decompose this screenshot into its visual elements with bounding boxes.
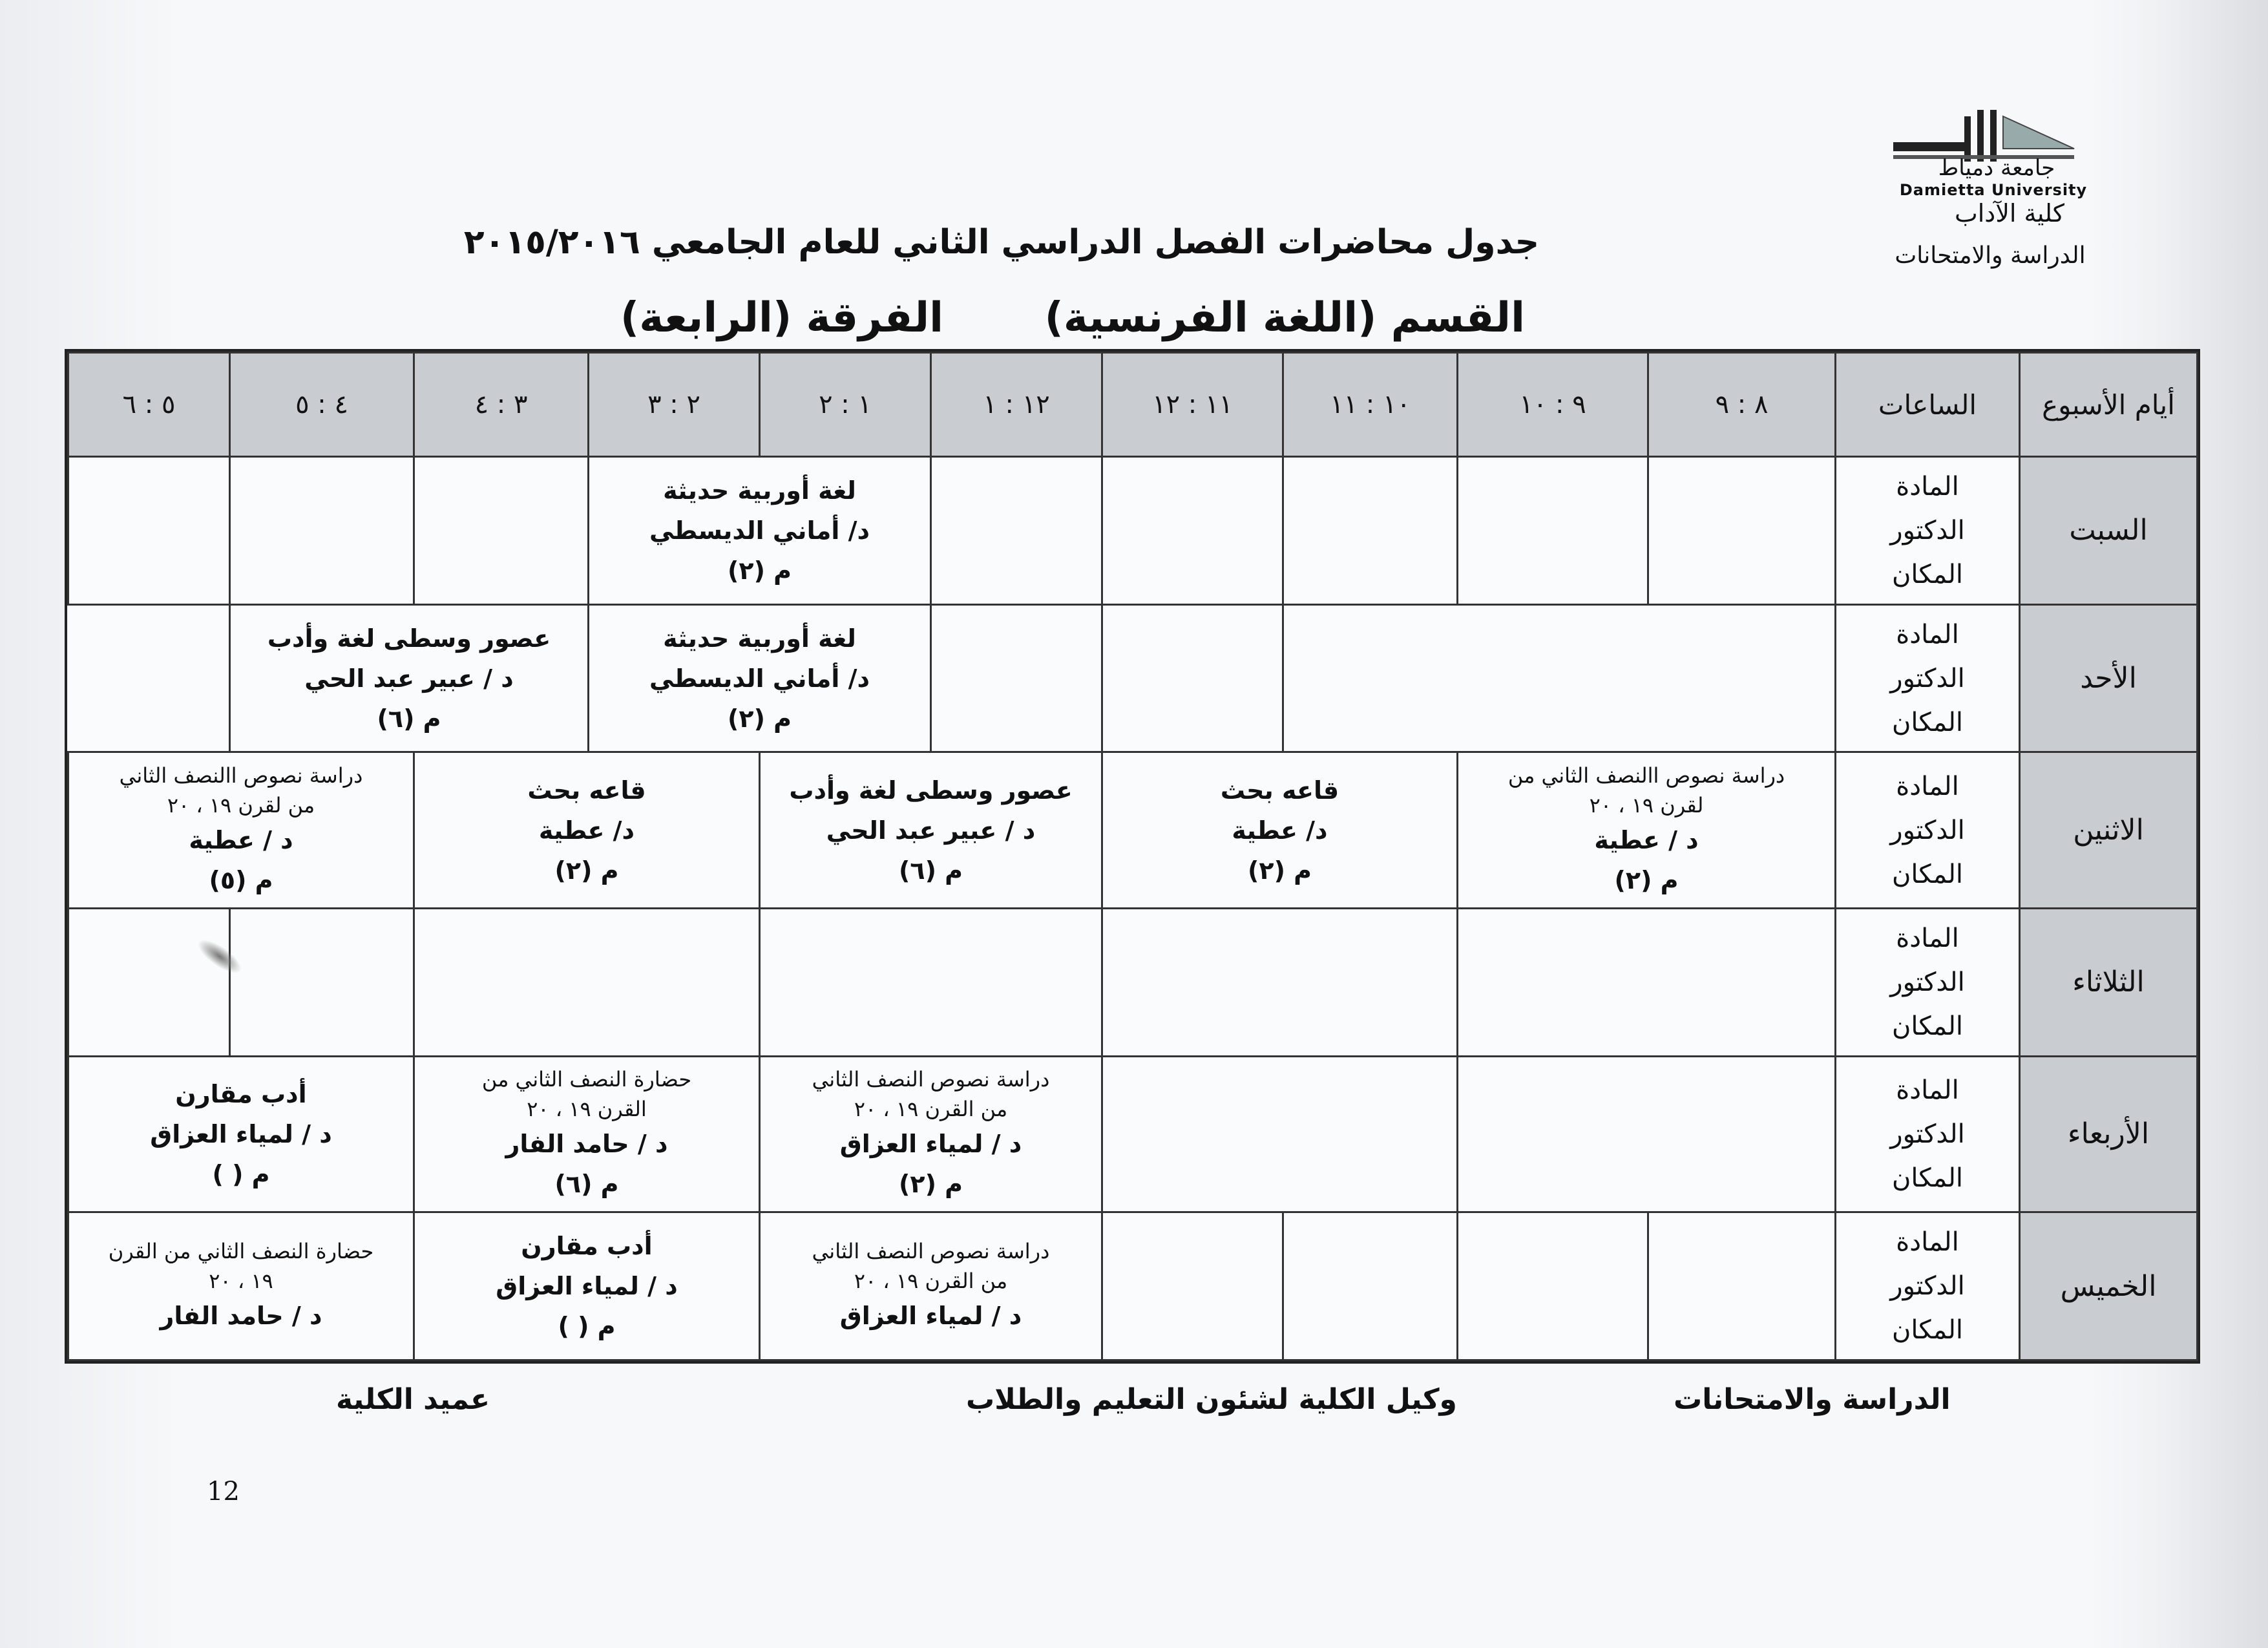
cell-line: حضارة النصف الثاني من	[481, 1066, 692, 1092]
cell-line: القرن ١٩ ، ٢٠	[527, 1096, 647, 1121]
cell-line: عصور وسطى لغة وأدب	[789, 776, 1073, 805]
schedule-cell	[760, 1056, 1102, 1212]
day-cell: السبت	[2020, 457, 2198, 605]
cell-line: م (٦)	[377, 704, 441, 733]
time-header: ١١ : ١٢	[1102, 353, 1283, 457]
table-row	[68, 1056, 2198, 1212]
dean-signature-label: عميد الكلية	[336, 1383, 490, 1416]
schedule-cell	[414, 457, 589, 605]
cell-line: م (٢)	[1614, 865, 1679, 894]
cell-line: م (٢)	[727, 556, 792, 585]
row-labels-cell	[1836, 752, 2020, 909]
cell-line: لقرن ١٩ ، ٢٠	[1589, 792, 1704, 818]
cell-line: د/ عطية	[538, 816, 635, 845]
schedule-cell	[1458, 1056, 1836, 1212]
page-number: 12	[207, 1477, 240, 1506]
row-label: الدكتور	[1890, 1271, 1965, 1302]
cell-line: أدب مقارن	[175, 1079, 307, 1108]
row-labels-cell	[1836, 604, 2020, 752]
schedule-cell	[414, 752, 760, 909]
schedule-cell	[1458, 752, 1836, 909]
schedule-cell	[931, 604, 1102, 752]
schedule-cell	[931, 457, 1102, 605]
schedule-cell	[68, 752, 414, 909]
table-row	[68, 908, 2198, 1056]
cell-line: د / عبير عبد الحي	[826, 816, 1036, 845]
schedule-cell	[1648, 1212, 1836, 1360]
schedule-cell	[1102, 1056, 1458, 1212]
schedule-cell	[1102, 908, 1458, 1056]
cell-line: ١٩ ، ٢٠	[209, 1269, 273, 1294]
schedule-cell	[1458, 1212, 1648, 1360]
cell-line: دراسة نصوص النصف الثاني	[812, 1066, 1050, 1092]
schedule-cell	[1458, 457, 1648, 605]
time-header: ٥ : ٦	[68, 353, 230, 457]
row-label: الدكتور	[1890, 515, 1965, 545]
cell-line: قاعه بحث	[1220, 776, 1339, 805]
row-label: المكان	[1891, 707, 1964, 737]
cell-line: م (٦)	[898, 856, 963, 885]
cell-line: د / حامد الفار	[160, 1302, 322, 1331]
time-header: ١٠ : ١١	[1283, 353, 1458, 457]
cell-line: لغة أوربية حديثة	[663, 624, 856, 653]
cell-line: لغة أوربية حديثة	[663, 476, 856, 505]
cell-line: م (٢)	[898, 1169, 963, 1198]
schedule-cell	[760, 908, 1102, 1056]
cell-line: د / حامد الفار	[505, 1129, 668, 1158]
cell-line: من القرن ١٩ ، ٢٠	[854, 1096, 1008, 1121]
time-header: ١ : ٢	[760, 353, 931, 457]
schedule-cell	[230, 908, 414, 1056]
cell-line: قاعه بحث	[527, 776, 646, 805]
row-labels-cell	[1836, 1056, 2020, 1212]
row-label: الدكتور	[1890, 815, 1965, 845]
schedule-cell	[1102, 457, 1283, 605]
row-label: الدكتور	[1890, 967, 1965, 997]
schedule-cell	[1102, 1212, 1283, 1360]
schedule-cell	[1283, 604, 1836, 752]
vice-dean-signature-label: وكيل الكلية لشئون التعليم والطلاب	[966, 1383, 1457, 1416]
row-label: المادة	[1896, 471, 1959, 502]
row-labels-cell	[1836, 1212, 2020, 1360]
schedule-cell	[1283, 457, 1458, 605]
schedule-cell	[1102, 604, 1283, 752]
schedule-cell	[68, 908, 230, 1056]
cell-line: د/ أماني الديسطي	[649, 516, 870, 545]
row-label: المكان	[1891, 859, 1964, 889]
row-label: المادة	[1896, 1227, 1959, 1258]
cell-line: م (٥)	[209, 865, 273, 894]
faculty-name: كلية الآداب	[1954, 199, 2065, 227]
document-title: جدول محاضرات الفصل الدراسي الثاني للعام الجامعي ٢٠١٥/٢٠١٦	[463, 223, 1540, 262]
office-name: الدراسة والامتحانات	[1895, 242, 2086, 269]
time-header: ٤ : ٥	[230, 353, 414, 457]
cell-line: م (٦)	[554, 1169, 619, 1198]
cell-line: د / عطية	[189, 825, 293, 854]
schedule-cell	[230, 604, 589, 752]
row-label: المكان	[1891, 559, 1964, 589]
schedule-cell	[414, 1212, 760, 1360]
schedule-grid	[65, 349, 2200, 1364]
cell-line: د / لمياء العزاق	[150, 1119, 332, 1148]
cell-line: عصور وسطى لغة وأدب	[267, 624, 551, 653]
day-cell: الأحد	[2020, 604, 2198, 752]
time-header: ٢ : ٣	[589, 353, 760, 457]
row-label: المكان	[1891, 1315, 1964, 1346]
row-labels-cell	[1836, 908, 2020, 1056]
cell-line: دراسة نصوص االنصف الثاني من	[1507, 763, 1785, 788]
row-label: المادة	[1896, 771, 1959, 801]
days-header: أيام الأسبوع	[2020, 353, 2198, 457]
row-label: المكان	[1891, 1011, 1964, 1041]
schedule-cell	[68, 457, 230, 605]
row-label: المادة	[1896, 923, 1959, 953]
logo-english-text: Damietta University	[1899, 181, 2088, 199]
time-header: ٨ : ٩	[1648, 353, 1836, 457]
schedule-cell	[589, 457, 931, 605]
row-label: الدكتور	[1890, 663, 1965, 693]
cell-line: حضارة النصف الثاني من القرن	[108, 1239, 374, 1264]
schedule-cell	[414, 908, 760, 1056]
table-row	[68, 604, 2198, 752]
day-cell: الاثنين	[2020, 752, 2198, 909]
cell-line: دراسة نصوص النصف الثاني	[812, 1239, 1050, 1264]
time-header: ٣ : ٤	[414, 353, 589, 457]
schedule-cell	[230, 457, 414, 605]
cell-line: د / لمياء العزاق	[839, 1302, 1022, 1331]
table-row	[68, 457, 2198, 605]
cell-line: أدب مقارن	[521, 1232, 653, 1261]
cell-line: د / عبير عبد الحي	[304, 664, 514, 693]
schedule-table	[67, 352, 2198, 1361]
cell-line: م ( )	[212, 1159, 270, 1188]
schedule-cell	[1648, 457, 1836, 605]
cell-line: د / لمياء العزاق	[496, 1272, 678, 1301]
schedule-cell	[68, 1056, 414, 1212]
schedule-cell	[760, 752, 1102, 909]
table-row	[68, 1212, 2198, 1360]
day-cell: الخميس	[2020, 1212, 2198, 1360]
schedule-cell	[68, 1212, 414, 1360]
schedule-cell	[414, 1056, 760, 1212]
department-label: القسم (اللغة الفرنسية)	[1044, 294, 1525, 342]
table-row	[68, 752, 2198, 909]
row-label: المادة	[1896, 1075, 1959, 1105]
subtitle-row	[620, 294, 1525, 342]
cell-line: م (٢)	[1247, 856, 1312, 885]
cell-line: م (٢)	[554, 856, 619, 885]
office-signature-label: الدراسة والامتحانات	[1674, 1383, 1951, 1416]
cell-line: م ( )	[558, 1312, 616, 1341]
header-row	[68, 353, 2198, 457]
schedule-cell	[1283, 1212, 1458, 1360]
cell-line: د / لمياء العزاق	[839, 1129, 1022, 1158]
cell-line: د/ عطية	[1232, 816, 1328, 845]
cell-line: د/ أماني الديسطي	[649, 664, 870, 693]
schedule-cell	[589, 604, 931, 752]
cell-line: م (٢)	[727, 704, 792, 733]
cell-line: من القرن ١٩ ، ٢٠	[854, 1269, 1008, 1294]
cell-line: من لقرن ١٩ ، ٢٠	[167, 792, 315, 818]
time-header: ٩ : ١٠	[1458, 353, 1648, 457]
row-label: الدكتور	[1890, 1119, 1965, 1149]
time-header: ١٢ : ١	[931, 353, 1102, 457]
row-label: المكان	[1891, 1163, 1964, 1193]
schedule-cell	[1102, 752, 1458, 909]
row-label: المادة	[1896, 619, 1959, 650]
logo-arabic-text: جامعة دمياط	[1938, 155, 2055, 181]
schedule-cell	[760, 1212, 1102, 1360]
day-cell: الثلاثاء	[2020, 908, 2198, 1056]
level-label: الفرقة (الرابعة)	[620, 294, 944, 342]
schedule-body	[68, 457, 2198, 1360]
day-cell: الأربعاء	[2020, 1056, 2198, 1212]
row-labels-cell	[1836, 457, 2020, 605]
schedule-cell	[1458, 908, 1836, 1056]
hours-header: الساعات	[1836, 353, 2020, 457]
cell-line: د / عطية	[1594, 825, 1699, 854]
cell-line: دراسة نصوص االنصف الثاني	[119, 763, 363, 788]
